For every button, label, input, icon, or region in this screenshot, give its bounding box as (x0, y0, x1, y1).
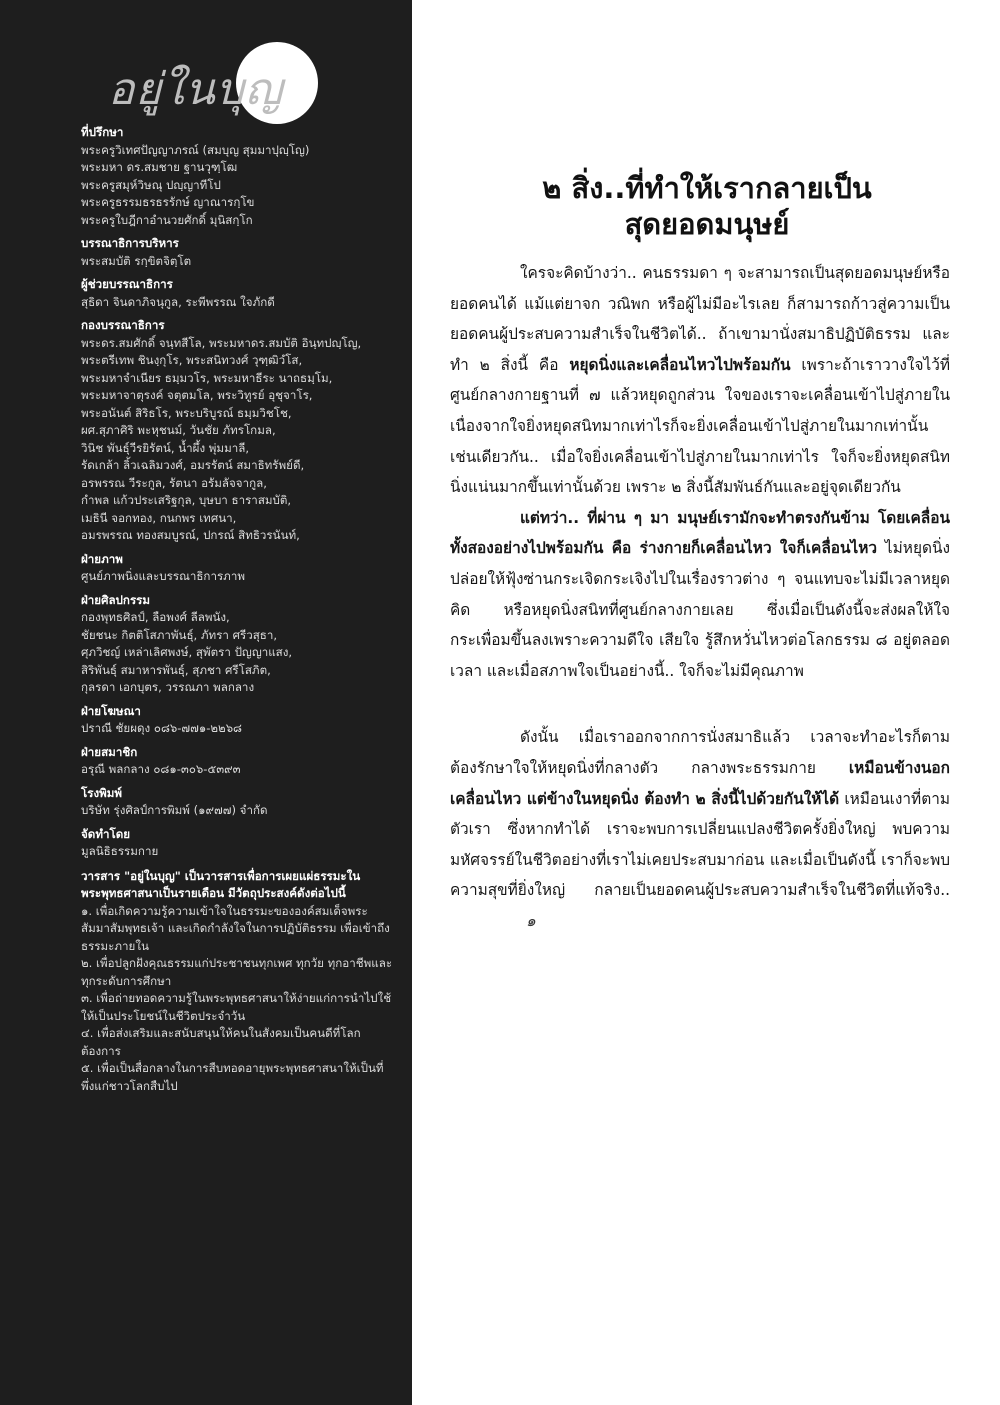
credit-line: ศุภวิชญ์ เหล่าเลิศพงษ์, สุพัตรา ปัญญาแสง, (81, 645, 293, 659)
credit-section-title: ผู้ช่วยบรรณาธิการ (81, 277, 173, 291)
credit-line: ศูนย์ภาพนิ่งและบรรณาธิการภาพ (81, 569, 245, 583)
credit-line: พระมหาจาตุรงค์ จตุตมโล, พระวิทูรย์ อุชุจาโร, (81, 388, 313, 402)
credit-line: อรุณี พลกลาง ๐๘๑-๓๐๖-๕๓๙๓ (81, 762, 241, 776)
credit-line: ผศ.สุภาศิริ พะหุชนม์, วันชัย ภัทรโกมล, (81, 423, 276, 437)
p2-text: ไม่หยุดนิ่ง ปล่อยให้ฟุ้งซ่านกระเจิดกระเจิงไปในเรื่องราวต่าง ๆ จนแทบจะไม่มีเวลาหยุดคิด หรือหยุดนิ่งสนิทที่ศูนย์กลางกายเลย ซึ่งเมื่อเป็นดังนี้จะส่งผลให้ใจกระเพื่อมขึ้นลงเพราะความดีใจ เสียใจ รู้สึกหวั่นไหวต่อโลกธรรม ๘ อยู่ตลอดเวลา และเมื่อสภาพใจเป็นอย่างนี้.. ใจก็จะไม่มีคุณภาพ (450, 539, 950, 680)
credit-section-title: โรงพิมพ์ (81, 785, 123, 800)
credit-line: อรพรรณ วีระกูล, รัตนา อรัมลัจจากูล, (81, 475, 267, 490)
p3-bold: เหมือนข้างนอกเคลื่อนไหว แต่ข้างในหยุดนิ่ง ต้องทำ ๒ สิ่งนี้ไปด้วยกันให้ได้ (450, 758, 950, 808)
credit-line: กองพุทธศิลป์, ลือพงศ์ ลีลพนัง, (81, 610, 230, 624)
article-title-line2: สุดยอดมนุษย์ (624, 207, 790, 241)
mission-item: ๒. เพื่อปลูกฝังคุณธรรมแก่ประชาชนทุกเพศ ทุกวัย ทุกอาชีพและทุกระดับการศึกษา (81, 956, 393, 988)
mission-item: ๔. เพื่อส่งเสริมและสนับสนุนให้คนในสังคมเป็นคนดีที่โลกต้องการ (81, 1026, 361, 1058)
mission-item: ๑. เพื่อเกิดความรู้ความเข้าใจในธรรมะขององค์สมเด็จพระสัมมาสัมพุทธเจ้า และเกิดกำลังใจในการปฏิบัติธรรม เพื่อเข้าถึงธรรมะภายใน (81, 903, 390, 953)
credit-line: กุลรดา เอกบุตร, วรรณภา พลกลาง (81, 680, 255, 694)
p3-text-a: ดังนั้น เมื่อเราออกจากการนั่งสมาธิแล้ว เวลาจะทำอะไรก็ตาม ต้องรักษาใจให้หยุดนิ่งที่กลางตัว กลางพระธรรมกาย (450, 728, 950, 777)
magazine-logo (100, 36, 320, 132)
p3-text-b: เหมือนเงาที่ตามตัวเรา ซึ่งหากทำได้ เราจะพบการเปลี่ยนแปลงชีวิตครั้งยิ่งใหญ่ พบความมหัศจรรย์ในชีวิตอย่างที่เราไม่เคยประสบมาก่อน และเมื่อเป็นดังนี้ เราก็จะพบความสุขที่ยิ่งใหญ่ กลายเป็นยอดคนผู้ประสบความสำเร็จในชีวิตที่แท้จริง.. (450, 789, 950, 900)
p2-bold: แต่ทว่า.. ที่ผ่าน ๆ มา มนุษย์เรามักจะทำตรงกันข้าม โดยเคลื่อนทั้งสองอย่างไปพร้อมกัน คือ ร่างกายก็เคลื่อนไหว ใจก็เคลื่อนไหว (450, 508, 950, 558)
credit-section-title: ฝ่ายโฆษณา (81, 703, 141, 718)
credit-line: รัดเกล้า ลิ้วเฉลิมวงศ์, อมรรัตน์ สมาธิทรัพย์ดี, (81, 458, 305, 472)
credit-line: พระมหาจำเนียร ธมฺมวโร, พระมหาธีระ นาถธมฺโม, (81, 370, 333, 385)
paragraph-1 (450, 258, 950, 503)
credit-section-title: จัดทำโดย (81, 826, 131, 841)
article-title (452, 170, 962, 242)
article-body (450, 258, 950, 936)
credit-section-title: บรรณาธิการบริหาร (81, 236, 179, 250)
mission-title: วารสาร "อยู่ในบุญ" เป็นวารสารเพื่อการเผยแผ่ธรรมะในพระพุทธศาสนาเป็นรายเดือน มีวัตถุประสงค์ดังต่อไปนี้ (81, 868, 361, 900)
credit-line: พระครูวิเทศปัญญาภรณ์ (สมบุญ สุมมาปุญฺโญ) (81, 142, 310, 157)
credit-section-title: ฝ่ายสมาชิก (81, 744, 138, 759)
credit-line: สิริพันธุ์ สมาหารพันธุ์, สุภชา ศรีโสภิต, (81, 662, 271, 677)
credit-section-title: กองบรรณาธิการ (81, 318, 165, 332)
paragraph-3 (450, 722, 950, 936)
logo-text: อยู่ในบุญ (108, 64, 284, 115)
credit-line: ชัยชนะ กิตติโสภาพันธุ์, ภัทรา ศรีวสุธา, (81, 627, 278, 642)
credit-section-title: ที่ปรึกษา (81, 125, 124, 139)
credit-line: บริษัท รุ่งศิลป์การพิมพ์ (๑๙๗๗) จำกัด (81, 803, 268, 817)
p1-text-b: เพราะถ้าเราวางใจไว้ที่ศูนย์กลางกายฐานที่ ๗ แล้วหยุดถูกส่วน ใจของเราจะเคลื่อนเข้าไปสู่ภายใน เนื่องจากใจยิ่งหยุดสนิทมากเท่าไรก็จะยิ่งเคลื่อนเข้าไปสู่ภายในมากเท่านั้น เช่นเดียวกัน.. เมื่อใจยิ่งเคลื่อนเข้าไปสู่ภายในมากเท่าไร ใจก็จะยิ่งหยุดสนิทนิ่งแน่นมากขึ้นเท่านั้นด้วย เพราะ ๒ สิ่งนี้สัมพันธ์กันและอยู่จุดเดียวกัน (450, 355, 950, 497)
credit-line: พระครูสมุห์วิษณุ ปญฺญาทีโป (81, 177, 221, 192)
article (412, 0, 1000, 1405)
credit-line: พระดร.สมศักดิ์ จนฺทสีโล, พระมหาดร.สมบัติ อินฺทปญฺโญ, (81, 335, 362, 350)
credit-line: มูลนิธิธรรมกาย (81, 844, 159, 858)
mission-item: ๕. เพื่อเป็นสื่อกลางในการสืบทอดอายุพระพุทธศาสนาให้เป็นที่พึ่งแก่ชาวโลกสืบไป (81, 1061, 384, 1093)
p1-bold: หยุดนิ่งและเคลื่อนไหวไปพร้อมกัน (569, 355, 791, 374)
credit-line: กำพล แก้วประเสริฐกุล, บุษบา ธาราสมบัติ, (81, 493, 292, 507)
article-title-line1: ๒ สิ่ง..ที่ทำให้เรากลายเป็น (542, 171, 872, 205)
p1-text-a: ใครจะคิดบ้างว่า.. คนธรรมดา ๆ จะสามารถเป็นสุดยอดมนุษย์หรือยอดคนได้ แม้แต่ยาจก วณิพก หรือผู้ไม่มีอะไรเลย ก็สามารถก้าวสู่ความเป็นยอดคนผู้ประสบความสำเร็จในชีวิตได้.. ถ้าเขามานั่งสมาธิปฏิบัติธรรม และทำ ๒ สิ่งนี้ คือ (450, 264, 950, 374)
credit-line: พระครูธรรมธรธรรักษ์ ญาณารกฺโข (81, 195, 255, 209)
credit-line: พระสมบัติ รกฺขิตจิตฺโต (81, 253, 192, 268)
credit-line: อมรพรรณ ทองสมบูรณ์, ปกรณ์ สิทธิวรนันท์, (81, 528, 300, 542)
credit-line: สุธิดา จินดาภิจนุกูล, ระพีพรรณ ใจภักดี (81, 294, 275, 309)
paragraph-2 (450, 503, 950, 687)
credit-line: พระมหา ดร.สมชาย ฐานวุฑฺโฒ (81, 160, 238, 174)
credit-section-title: ฝ่ายภาพ (81, 551, 123, 566)
credit-line: วินิช พันธ์ุวีรยิรัตน์, น้ำผึ้ง พุ่มมาลี, (81, 440, 250, 455)
credit-line: ปราณี ชัยผดุง ๐๘๖-๗๗๑-๒๒๖๘ (81, 721, 242, 735)
credits-sidebar (0, 0, 412, 1405)
credit-line: พระตรีเทพ ชินงฺกุโร, พระสนิทวงศ์ วุฑฺฒิวํโส, (81, 353, 303, 367)
credits-list (81, 124, 393, 1095)
credit-line: พระอนันต์ สิริธโร, พระบริบูรณ์ ธมฺมวิชโช, (81, 405, 292, 420)
credit-section-title: ฝ่ายศิลปกรรม (81, 592, 151, 607)
mission-item: ๓. เพื่อถ่ายทอดความรู้ในพระพุทธศาสนาให้ง่ายแก่การนำไปใช้ให้เป็นประโยชน์ในชีวิตประจำวัน (81, 991, 392, 1023)
end-mark-icon: ๑ (526, 911, 536, 930)
credit-line: พระครูใบฎีกาอำนวยศักดิ์ มุนิสกฺโก (81, 212, 253, 227)
credit-line: เมธินี จอกทอง, กนกพร เทศนา, (81, 510, 237, 525)
